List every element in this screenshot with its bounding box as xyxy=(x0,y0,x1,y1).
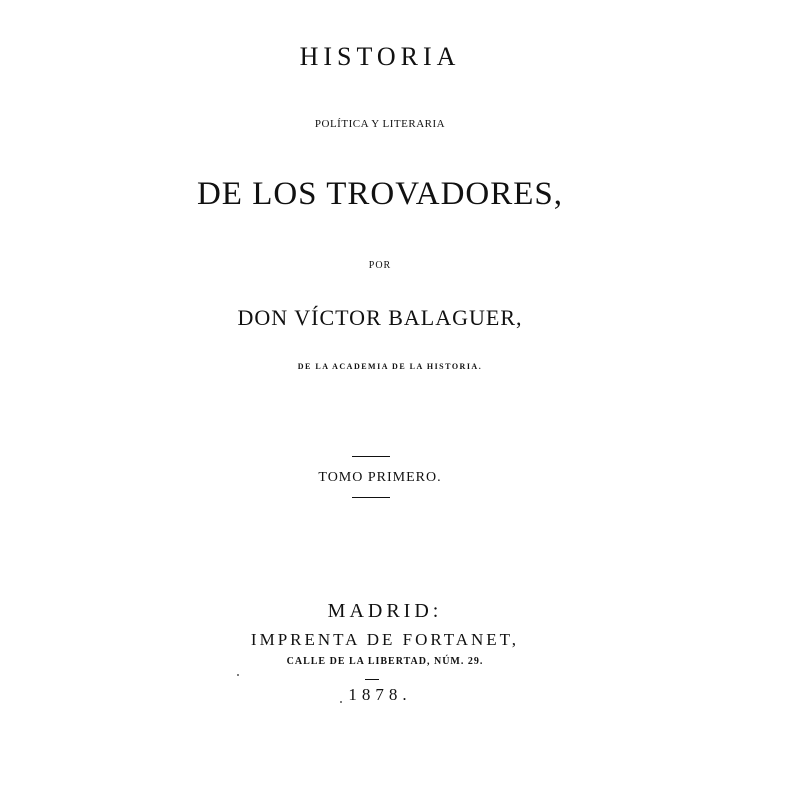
volume-label: TOMO PRIMERO. xyxy=(318,470,442,485)
imprint-city: MADRID: xyxy=(327,600,443,622)
divider-rule-top xyxy=(352,456,390,457)
book-subtitle: POLÍTICA Y LITERARIA xyxy=(314,118,446,130)
book-title: HISTORIA xyxy=(299,42,461,71)
by-line: POR xyxy=(368,260,392,271)
author-name: DON VÍCTOR BALAGUER, xyxy=(237,305,523,330)
book-main-title: DE LOS TROVADORES, xyxy=(196,176,564,212)
imprint-printer: IMPRENTA DE FORTANET, xyxy=(250,630,520,649)
divider-rule-small xyxy=(365,679,379,680)
imprint-address: CALLE DE LA LIBERTAD, NÚM. 29. xyxy=(286,656,484,667)
print-speck xyxy=(237,674,239,676)
divider-rule-bottom xyxy=(352,497,390,498)
author-affiliation: DE LA ACADEMIA DE LA HISTORIA. xyxy=(297,362,483,371)
print-speck xyxy=(340,701,342,703)
imprint-year: 1878. xyxy=(348,685,412,704)
